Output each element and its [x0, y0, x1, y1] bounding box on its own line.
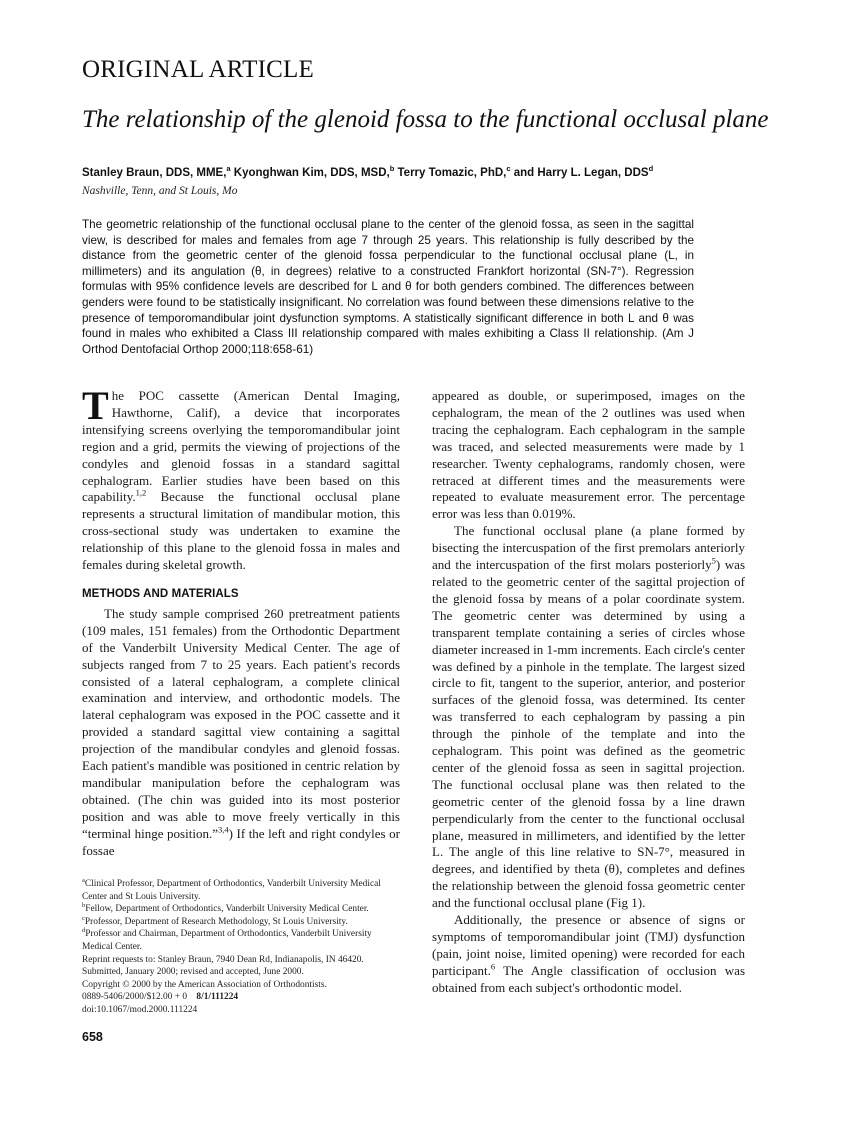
author-name: Kyonghwan Kim, DDS, MSD,	[233, 167, 390, 179]
methods-paragraph-continued: appeared as double, or superimposed, images on the cephalogram, the mean of the 2 outlines was used when tracing the cephalogram. Each cephalogram in the sample was traced, and selected measurements were made by 1 researcher. Twenty cephalograms, randomly chosen, were retraced at different times and the measurements were repeated to evaluate measurement error. The percentage error was less than 0.019%.	[432, 388, 745, 522]
affiliation-footnote: $^d$Professor and Chairman, Department of Orthodontics, Vanderbilt University Medical Center.	[82, 927, 372, 952]
affiliation-mark: d	[648, 164, 654, 174]
author-name: Terry Tomazic, PhD,	[397, 167, 507, 179]
submission-dates: Submitted, January 2000; revised and accepted, June 2000.	[82, 967, 304, 978]
left-column	[82, 383, 400, 859]
affiliation-footnote: $^b$Fellow, Department of Orthodontics, Vanderbilt University Medical Center.	[82, 902, 369, 915]
citation-ref: 5	[711, 555, 716, 566]
copyright-notice: Copyright © 2000 by the American Association of Orthodontists.	[82, 979, 327, 990]
intro-paragraph: The POC cassette (American Dental Imaging, Hawthorne, Calif), a device that incorporates intensifying screens overlying the temporomandibular joint region and a grid, permits the viewing of projections of the condyles and glenoid fossas in a standard sagittal cephalogram. Earlier studies have been based on this capability.$^{1,2}$ Because the functional occlusal plane represents a structural limitation of mandibular motion, this cross-sectional study was undertaken to examine the relationship of this plane to the glenoid fossa in males and females during skeletal growth.	[82, 383, 400, 573]
methods-paragraph: The study sample comprised 260 pretreatment patients (109 males, 151 females) from the Orthodontic Department of the Vanderbilt University Medical Center. The age of subjects ranged from 7 to 25 years. Each patient's records consisted of a lateral cephalogram, a complete clinical examination and interview, and orthodontic models. The lateral cephalogram was exposed in the POC cassette and it provided a standard sagittal view containing a sagittal projection of the mandibular condyles and glenoid fossas. Each patient's mandible was positioned in centric relation by mandibular manipulation before the cephalogram was obtained. (The chin was guided into its most posterior position and was able to move freely vertically in this “terminal hinge position.”$^{3,4}$) If the left and right condyles or fossae	[82, 605, 400, 858]
citation-ref: 6	[490, 961, 496, 972]
article-title: The relationship of the glenoid fossa to the functional occlusal plane	[82, 106, 769, 133]
abstract: The geometric relationship of the functional occlusal plane to the center of the glenoid fossa, as seen in the sagittal view, is described for males and females from age 7 through 25 years. This relationship is fully described by the distance from the geometric center of the glenoid fossa perpendicular to the functional occlusal plane (L, in millimeters) and its angulation (θ, in degrees) relative to a constructed Frankfort horizontal (SN-7°). Regression formulas with 95% confidence levels are described for L and θ for both genders combined. The differences between genders were found to be statistically insignificant. No correlation was found between these dimensions relative to the presence of temporomandibular joint dysfunction symptoms. A statistically significant difference in both L and θ was found in males who exhibited a Class III relationship compared with males exhibiting a Class II relationship. (Am J Orthod Dentofacial Orthop 2000;118:658-61)	[82, 218, 694, 356]
methods-paragraph: Additionally, the presence or absence of signs or symptoms of temporomandibular joint (TMJ) dysfunction (pain, joint noise, limited opening) were recorded for each participant.$^6$ The Angle classification of occlusion was obtained from each subject's orthodontic model.	[432, 912, 745, 995]
drop-cap: T	[82, 383, 109, 428]
doi-link[interactable]: doi:10.1067/mod.2000.111224	[82, 1004, 198, 1015]
citation-ref: 1,2	[135, 488, 147, 499]
reprint-request: Reprint requests to: Stanley Braun, 7940 Dean Rd, Indianapolis, IN 46420.	[82, 954, 364, 965]
affiliation-mark: b	[389, 164, 395, 174]
author-name: Stanley Braun, DDS, MME,	[82, 167, 227, 179]
affiliation-footnote: $^a$Clinical Professor, Department of Orthodontics, Vanderbilt University Medical Center and St Louis University.	[82, 876, 381, 902]
footnotes	[82, 878, 400, 1017]
section-heading-methods: METHODS AND MATERIALS	[82, 587, 239, 600]
page-number: 658	[82, 1030, 103, 1044]
affiliation-mark: c	[506, 164, 511, 174]
section-label: ORIGINAL ARTICLE	[82, 56, 314, 83]
author-name: and Harry L. Legan, DDS	[513, 167, 649, 179]
author-location: Nashville, Tenn, and St Louis, Mo	[82, 185, 238, 197]
methods-paragraph: The functional occlusal plane (a plane formed by bisecting the intercuspation of the first premolars anteriorly and the intercuspation of the first molars posteriorly$^5$) was related to the geometric center of the sagittal projection of the glenoid fossa by means of a polar coordinate system. The geometric center was determined by using a transparent template containing a series of circles whose diameter increased in 1-mm increments. Each circle's center was defined by a pinhole in the template. The largest sized circle to fit, tangent to the superior, anterior, and posterior surfaces of the glenoid fossa, was determined. Its center was transferred to each cephalogram by passing a pin through the pinhole of the template and into the cephalogram. This point was defined as the geometric center of the glenoid fossa as seen in sagittal projection. The functional occlusal plane was then related to the geometric center of the glenoid fossa by a line drawn perpendicularly from the center to the functional occlusal plane, measured in millimeters, and identified by the letter L. The angle of this line relative to SN-7°, measured in degrees, and identified by theta (θ), completes and defines the relationship between the glenoid fossa geometric center and the functional occlusal plane (Fig 1).	[432, 523, 746, 911]
affiliation-mark: a	[226, 164, 231, 174]
affiliation-footnote: $^c$Professor, Department of Research Methodology, St Louis University.	[82, 914, 348, 927]
right-column	[432, 388, 745, 997]
author-list	[82, 164, 654, 179]
issn-line: 0889-5406/2000/$12.00 + 0 8/1/111224	[82, 992, 239, 1003]
citation-ref: 3,4	[217, 824, 229, 835]
